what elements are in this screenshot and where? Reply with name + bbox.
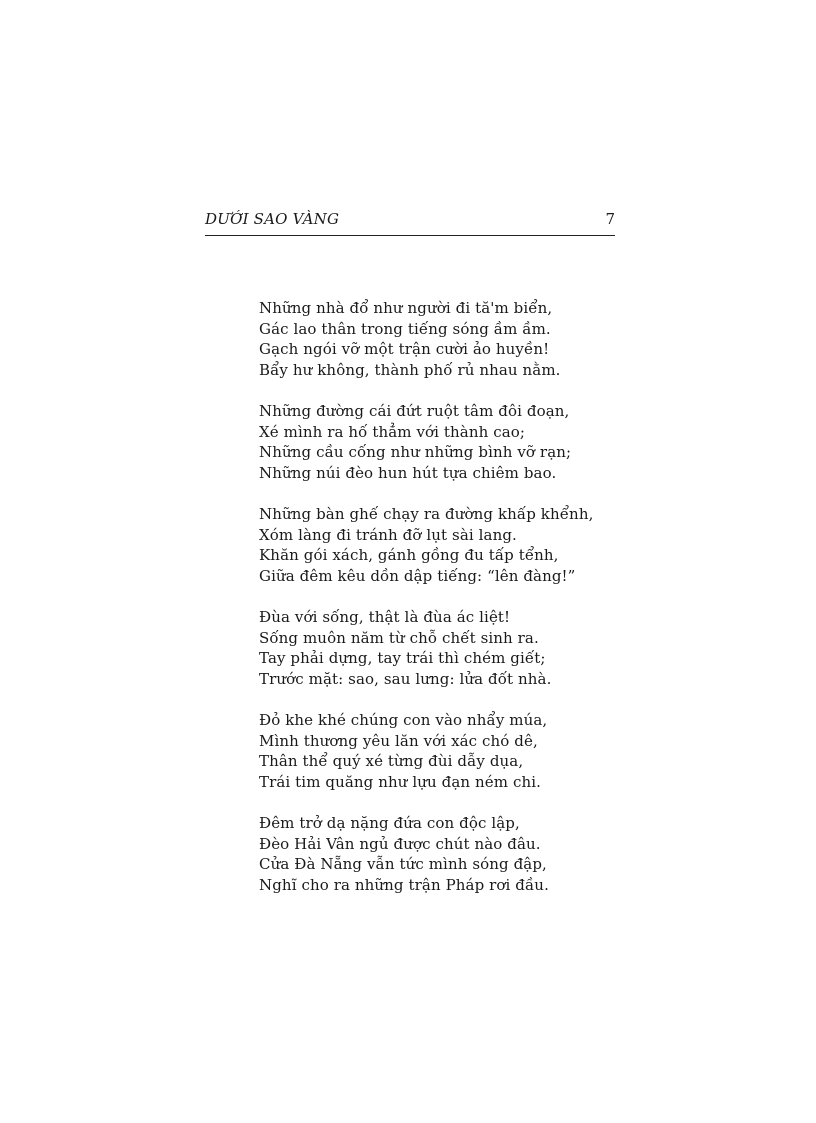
- poem-line: Mình thương yêu lăn với xác chó dê,: [259, 731, 538, 750]
- stanza-5: [259, 710, 619, 792]
- poem-line: Những núi đèo hun hút tựa chiêm bao.: [259, 463, 557, 482]
- stanza-3: [259, 504, 619, 586]
- stanza-6: [259, 813, 619, 895]
- poem-line: Cửa Đà Nẵng vẫn tức mình sóng đập,: [259, 855, 547, 873]
- poem-line: Trái tim quăng như lựu đạn ném chi.: [259, 772, 542, 791]
- stanza-4: [259, 607, 619, 689]
- poem-line: Những đường cái đứt ruột tâm đôi đoạn,: [259, 402, 570, 420]
- running-title: DƯỚI SAO VÀNG: [205, 210, 340, 228]
- poem-line: Đỏ khe khé chúng con vào nhẩy múa,: [259, 711, 548, 729]
- poem-line: Xóm làng đi tránh đỡ lụt sài lang.: [259, 525, 517, 544]
- stanza-1: [259, 298, 619, 380]
- poem-line: Đêm trở dạ nặng đứa con độc lập,: [259, 814, 520, 832]
- poem-line: Đèo Hải Vân ngủ được chút nào đâu.: [259, 834, 541, 853]
- poem-line: Thân thể quý xé từng đùi dẫy dụa,: [259, 752, 524, 770]
- poem: [259, 298, 619, 916]
- poem-line: Xé mình ra hố thẳm với thành cao;: [259, 422, 526, 441]
- header-rule: [205, 235, 615, 236]
- stanza-2: [259, 401, 619, 483]
- page-number: 7: [605, 210, 615, 228]
- poem-line: Tay phải dựng, tay trái thì chém giết;: [259, 649, 546, 667]
- poem-line: Gác lao thân trong tiếng sóng ầm ầm.: [259, 319, 551, 338]
- poem-line: Sống muôn năm từ chỗ chết sinh ra.: [259, 628, 539, 647]
- poem-line: Gạch ngói vỡ một trận cười ảo huyền!: [259, 340, 550, 358]
- poem-line: Những cầu cống như những bình vỡ rạn;: [259, 443, 572, 461]
- running-header: [205, 208, 615, 230]
- poem-line: Những bàn ghế chạy ra đường khấp khểnh,: [259, 505, 594, 523]
- poem-line: Khăn gói xách, gánh gồng đu tấp tểnh,: [259, 546, 559, 564]
- poem-line: Giữa đêm kêu dồn dập tiếng: “lên đàng!”: [259, 566, 576, 585]
- poem-line: Bẩy hư không, thành phố rủ nhau nằm.: [259, 360, 561, 379]
- poem-line: Nghĩ cho ra những trận Pháp rơi đầu.: [259, 875, 549, 894]
- poem-line: Trước mặt: sao, sau lưng: lửa đốt nhà.: [259, 669, 552, 688]
- poem-line: Những nhà đổ như người đi tă'm biển,: [259, 299, 553, 317]
- poem-line: Đùa với sống, thật là đùa ác liệt!: [259, 608, 511, 626]
